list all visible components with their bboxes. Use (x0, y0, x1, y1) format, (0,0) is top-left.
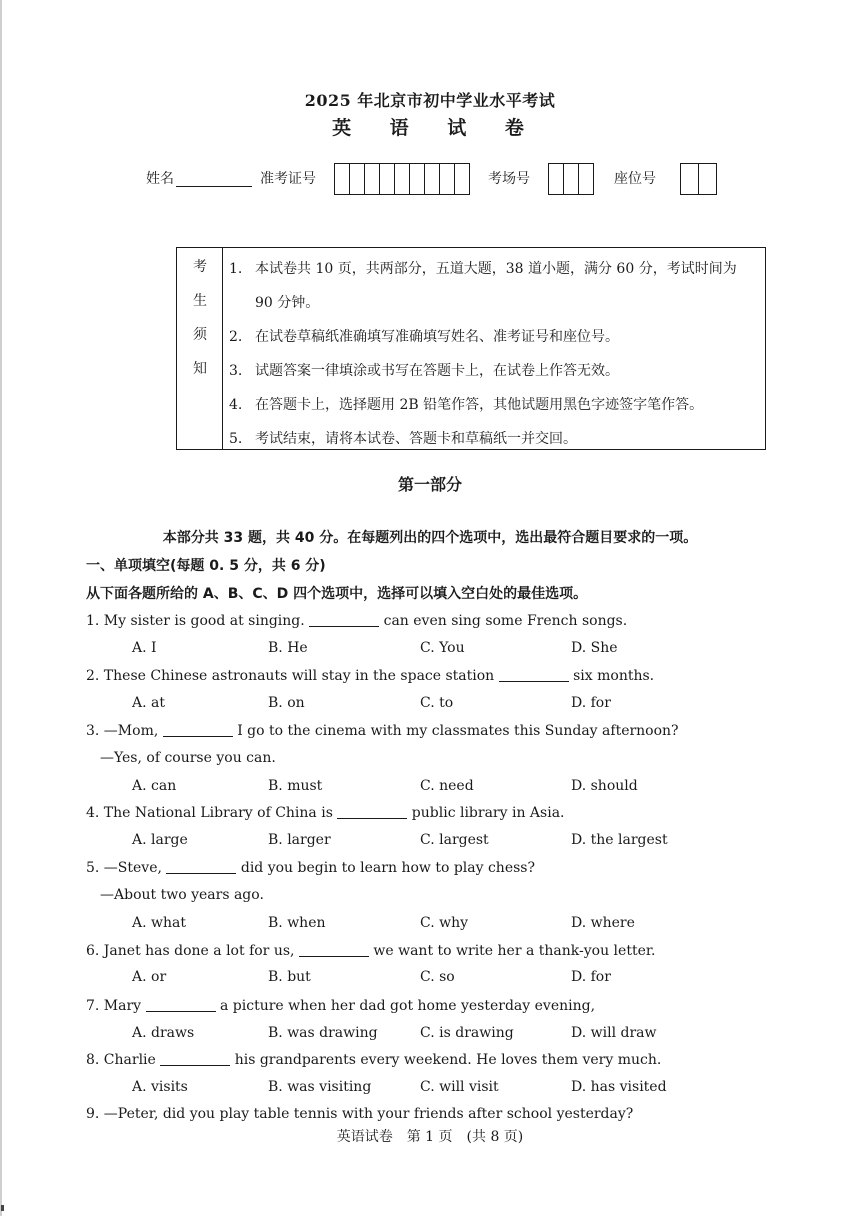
exam-id-box[interactable] (365, 164, 380, 194)
candidate-notice-box (176, 247, 766, 450)
option-c: C. largest (420, 832, 489, 848)
question-8: 8. Charlie his grandparents every weekend. He loves them very much. (86, 1052, 662, 1068)
page-footer: 英语试卷 第 1 页 (共 8 页) (336, 1129, 524, 1145)
seat-box[interactable] (681, 164, 699, 194)
part-description: 本部分共 33 题，共 40 分。在每题列出的四个选项中，选出最符合题目要求的一项。 (162, 530, 698, 546)
answer-blank (299, 942, 369, 957)
option-b: B. when (268, 915, 326, 931)
answer-blank (163, 722, 233, 737)
question-4: 4. The National Library of China is public library in Asia. (86, 805, 565, 821)
exam-id-box[interactable] (425, 164, 440, 194)
name-underline[interactable] (176, 164, 252, 187)
option-d: D. should (571, 778, 638, 794)
option-d: D. will draw (571, 1025, 657, 1041)
notice-item: 1. 本试卷共 10 页，共两部分，五道大题，38 道小题，满分 60 分，考试时间为 (229, 261, 737, 277)
answer-blank (309, 612, 379, 627)
notice-side-char: 考 (193, 259, 207, 275)
option-a: A. can (132, 778, 177, 794)
exam-title: 2025 年北京市初中学业水平考试 (304, 91, 556, 110)
option-d: D. for (571, 695, 611, 711)
room-boxes[interactable] (548, 163, 594, 195)
notice-item: 2. 在试卷草稿纸准确填写准确填写姓名、准考证号和座位号。 (229, 329, 619, 345)
notice-side-char: 知 (193, 361, 207, 377)
answer-blank (146, 997, 216, 1012)
option-a: A. visits (132, 1079, 188, 1095)
answer-blank (166, 859, 236, 874)
question-9: 9. —Peter, did you play table tennis with your friends after school yesterday? (86, 1106, 634, 1122)
exam-id-box[interactable] (395, 164, 410, 194)
notice-side-label (177, 248, 223, 449)
exam-id-box[interactable] (440, 164, 455, 194)
option-a: A. or (132, 969, 167, 985)
exam-id-box[interactable] (350, 164, 365, 194)
option-b: B. was drawing (268, 1025, 378, 1041)
option-b: B. He (268, 640, 308, 656)
option-b: B. was visiting (268, 1079, 372, 1095)
exam-id-box[interactable] (380, 164, 395, 194)
scan-mark (1, 1205, 4, 1211)
answer-blank (499, 667, 569, 682)
question-6: 6. Janet has done a lot for us, we want to write her a thank-you letter. (86, 943, 656, 959)
notice-item: 3. 试题答案一律填涂或书写在答题卡上，在试卷上作答无效。 (229, 363, 619, 379)
option-a: A. I (132, 640, 157, 656)
question-2: 2. These Chinese astronauts will stay in the space station six months. (86, 668, 655, 684)
exam-id-label: 准考证号 (260, 171, 316, 187)
question-1: 1. My sister is good at singing. can even sing some French songs. (86, 613, 628, 629)
notice-item: 90 分钟。 (255, 295, 320, 311)
room-box[interactable] (579, 164, 593, 194)
option-c: C. is drawing (420, 1025, 514, 1041)
option-c: C. You (420, 640, 465, 656)
part-title: 第一部分 (397, 475, 462, 494)
option-d: D. where (571, 915, 635, 931)
room-box[interactable] (564, 164, 579, 194)
section-instruction: 从下面各题所给的 A、B、C、D 四个选项中，选择可以填入空白处的最佳选项。 (86, 586, 588, 602)
room-box[interactable] (549, 164, 564, 194)
option-a: A. draws (132, 1025, 195, 1041)
question-5: 5. —Steve, did you begin to learn how to play chess? (86, 860, 535, 876)
option-d: D. for (571, 969, 611, 985)
seat-box[interactable] (699, 164, 716, 194)
question-3: 3. —Mom, I go to the cinema with my classmates this Sunday afternoon? (86, 723, 679, 739)
notice-side-char: 生 (193, 293, 207, 309)
section-title: 一、单项填空(每题 0. 5 分，共 6 分) (86, 558, 326, 574)
question-5-reply: —About two years ago. (100, 887, 264, 903)
exam-id-box[interactable] (455, 164, 469, 194)
answer-blank (337, 804, 407, 819)
name-label: 姓名 (146, 171, 174, 187)
seat-boxes[interactable] (680, 163, 717, 195)
option-d: D. has visited (571, 1079, 667, 1095)
option-b: B. must (268, 778, 323, 794)
option-c: C. need (420, 778, 474, 794)
option-d: D. the largest (571, 832, 668, 848)
option-b: B. on (268, 695, 305, 711)
notice-item: 5. 考试结束，请将本试卷、答题卡和草稿纸一并交回。 (229, 431, 577, 447)
exam-id-box[interactable] (335, 164, 350, 194)
name-field[interactable] (146, 163, 252, 195)
seat-label: 座位号 (614, 171, 656, 187)
page-edge (0, 0, 2, 1216)
exam-id-boxes[interactable] (334, 163, 470, 195)
answer-blank (160, 1051, 230, 1066)
room-label: 考场号 (488, 171, 530, 187)
option-d: D. She (571, 640, 618, 656)
option-c: C. to (420, 695, 454, 711)
option-a: A. at (132, 695, 165, 711)
exam-subtitle: 英 语 试 卷 (332, 117, 540, 139)
question-3-reply: —Yes, of course you can. (100, 750, 276, 766)
option-b: B. but (268, 969, 311, 985)
option-a: A. large (132, 832, 188, 848)
option-c: C. will visit (420, 1079, 499, 1095)
option-c: C. so (420, 969, 455, 985)
option-c: C. why (420, 915, 469, 931)
option-b: B. larger (268, 832, 331, 848)
notice-side-char: 须 (193, 327, 207, 343)
notice-item: 4. 在答题卡上，选择题用 2B 铅笔作答，其他试题用黑色字迹签字笔作答。 (229, 397, 704, 413)
exam-id-box[interactable] (410, 164, 425, 194)
question-7: 7. Mary a picture when her dad got home yesterday evening, (86, 998, 596, 1014)
option-a: A. what (132, 915, 186, 931)
